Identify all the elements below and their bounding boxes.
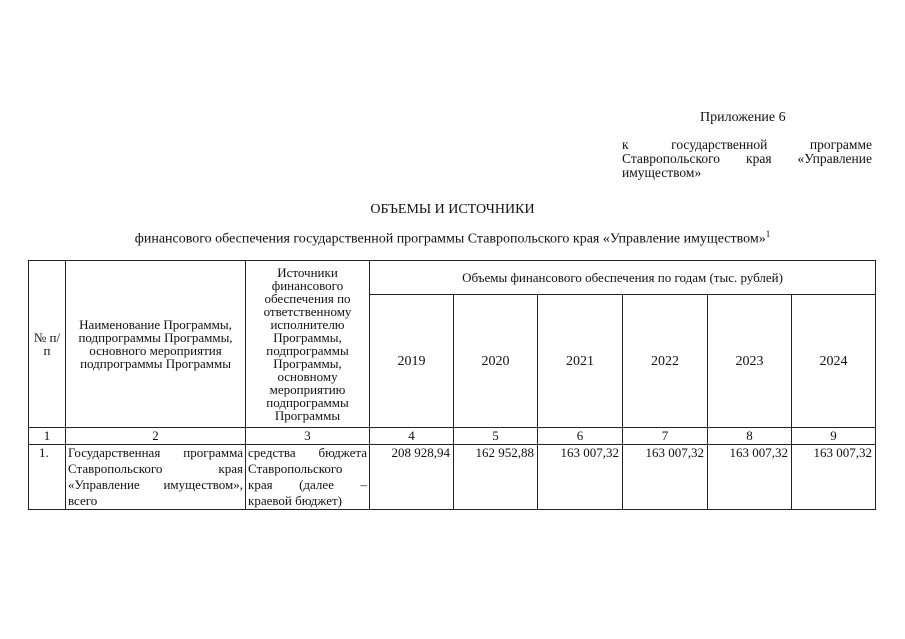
header-year-2024: 2024 <box>792 295 876 428</box>
column-index: 5 <box>454 428 538 445</box>
header-source: Источники финансового обеспечения по ответственному исполнителю Программы, подпрограммы Программы, основному мероприятию подпрограммы Программы <box>246 261 370 428</box>
row-name: Государственная программа Ставропольского края «Управление имуществом», всего <box>66 445 246 510</box>
column-index: 9 <box>792 428 876 445</box>
row-value-2020: 162 952,88 <box>454 445 538 510</box>
header-num: № п/п <box>29 261 66 428</box>
appendix-title: Приложение 6 <box>700 110 786 125</box>
header-year-2020: 2020 <box>454 295 538 428</box>
subtitle-text: финансового обеспечения государственной программы Ставропольского края «Управление имуществом» <box>134 231 766 247</box>
row-number: 1. <box>29 445 66 510</box>
column-index-row <box>29 428 876 445</box>
header-name: Наименование Программы, подпрограммы Программы, основного мероприятия подпрограммы Программы <box>66 261 246 428</box>
header-year-2023: 2023 <box>708 295 792 428</box>
header-year-2022: 2022 <box>623 295 708 428</box>
document-title: ОБЪЕМЫ И ИСТОЧНИКИ <box>370 202 535 217</box>
header-years-group: Объемы финансового обеспечения по годам (тыс. рублей) <box>370 261 876 295</box>
column-index: 7 <box>623 428 708 445</box>
row-value-2023: 163 007,32 <box>708 445 792 510</box>
column-index: 2 <box>66 428 246 445</box>
column-index: 6 <box>538 428 623 445</box>
header-year-2021: 2021 <box>538 295 623 428</box>
row-value-2021: 163 007,32 <box>538 445 623 510</box>
row-value-2019: 208 928,94 <box>370 445 454 510</box>
document-subtitle <box>0 229 905 248</box>
column-index: 4 <box>370 428 454 445</box>
row-value-2024: 163 007,32 <box>792 445 876 510</box>
appendix-description: к государственной программе Ставропольского края «Управление имуществом» <box>622 137 872 180</box>
column-index: 1 <box>29 428 66 445</box>
row-source: средства бюджета Ставропольского края (далее – краевой бюджет) <box>246 445 370 510</box>
column-index: 3 <box>246 428 370 445</box>
row-value-2022: 163 007,32 <box>623 445 708 510</box>
subtitle-footnote-mark: 1 <box>765 229 771 239</box>
header-year-2019: 2019 <box>370 295 454 428</box>
column-index: 8 <box>708 428 792 445</box>
table-row <box>29 445 876 510</box>
financing-table <box>28 260 876 510</box>
